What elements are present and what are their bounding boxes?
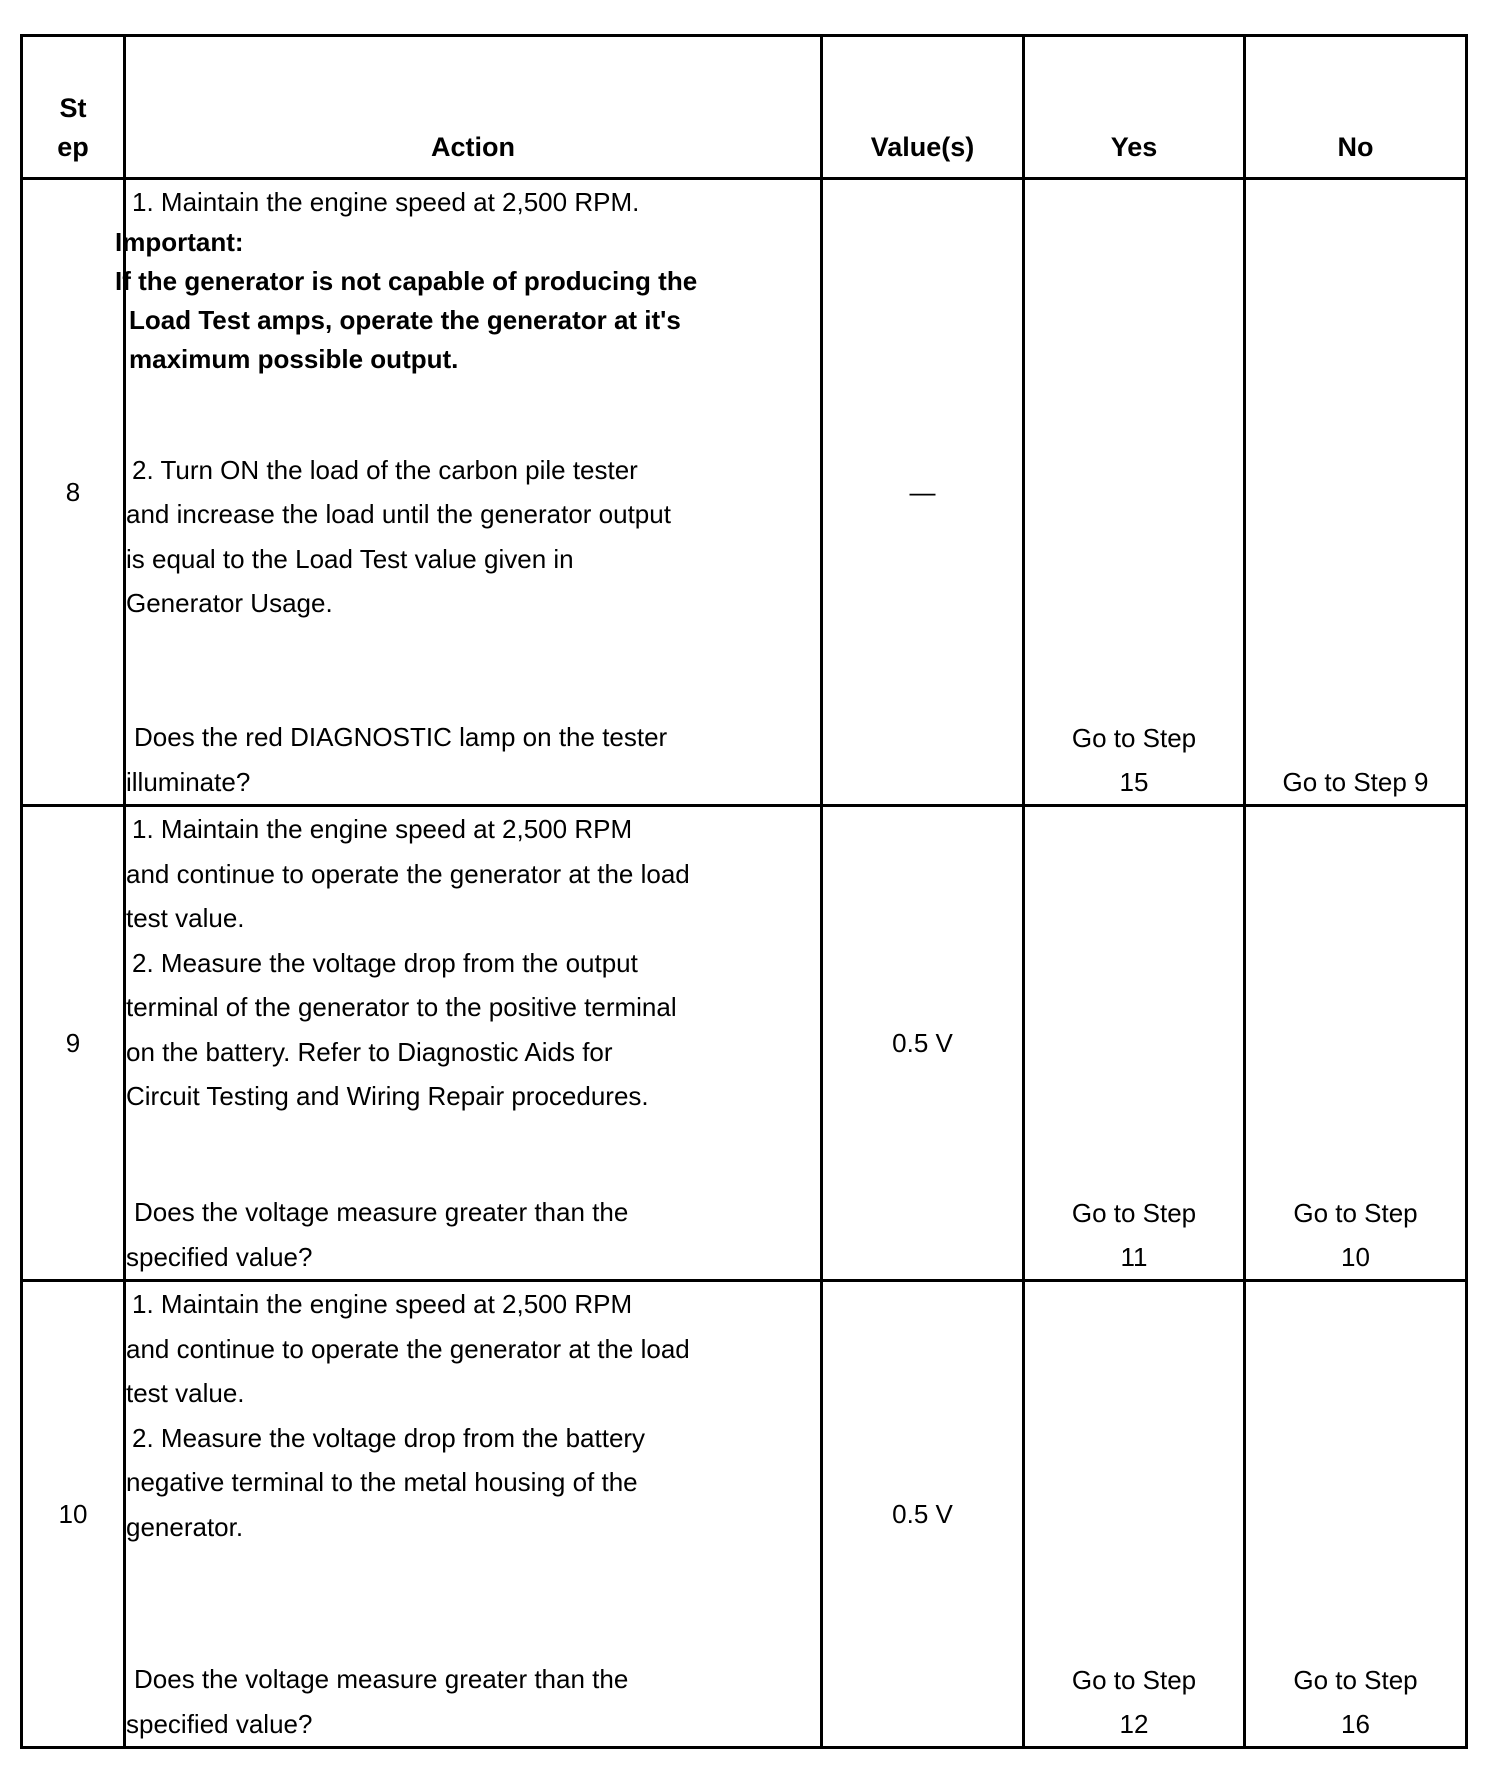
action-line: Circuit Testing and Wiring Repair procedures. — [126, 1081, 649, 1111]
no-result-line: 16 — [1341, 1709, 1370, 1739]
important-text: If the generator is not capable of producing the — [115, 265, 698, 296]
no-result-line: Go to Step — [1293, 1198, 1418, 1228]
action-line: generator. — [126, 1511, 244, 1542]
yes-result-cell — [1024, 1281, 1245, 1748]
value-cell: 0.5 V — [822, 806, 1024, 1281]
no-result-cell — [1245, 1281, 1467, 1748]
value-cell: — — [822, 179, 1024, 806]
value-cell: 0.5 V — [822, 1281, 1024, 1748]
question-line: specified value? — [126, 1708, 313, 1739]
yes-result-line: Go to Step — [1071, 1198, 1197, 1228]
action-column-header: Action — [125, 36, 822, 179]
yes-result-line: Go to Step — [1071, 1665, 1197, 1695]
action-line: 2. Measure the voltage drop from the output — [132, 947, 638, 978]
question-line: Does the voltage measure greater than the — [134, 1197, 629, 1227]
action-line: 2. Measure the voltage drop from the battery — [132, 1422, 646, 1453]
action-question — [126, 1190, 628, 1279]
no-result-cell — [1245, 179, 1467, 806]
table-header-row — [22, 36, 1467, 179]
step-number: 9 — [22, 806, 125, 1281]
action-line: and increase the load until the generator output — [126, 499, 671, 529]
action-line: test value. — [126, 1378, 245, 1408]
action-line: and continue to operate the generator at the load — [126, 1333, 690, 1364]
question-line: illuminate? — [126, 766, 251, 797]
no-result-line: Go to Step — [1293, 1665, 1418, 1695]
table-row-step-9 — [22, 806, 1467, 1281]
yes-result-cell — [1024, 806, 1245, 1281]
step-header-line-1: St — [59, 93, 87, 123]
yes-result-cell — [1024, 179, 1245, 806]
action-line: negative terminal to the metal housing of the — [126, 1467, 638, 1497]
action-line: terminal of the generator to the positive terminal — [126, 992, 677, 1022]
question-line: Does the voltage measure greater than the — [134, 1664, 629, 1694]
question-line: specified value? — [126, 1241, 313, 1272]
no-column-header: No — [1245, 36, 1467, 179]
step-header-line-2: ep — [57, 132, 89, 162]
action-line: 1. Maintain the engine speed at 2,500 RPM. — [132, 187, 640, 217]
no-result-cell — [1245, 806, 1467, 1281]
yes-result-line: 15 — [1119, 767, 1149, 797]
yes-result-line: Go to Step — [1071, 723, 1197, 753]
action-question — [126, 715, 667, 804]
action-cell — [125, 806, 822, 1281]
diagnostic-procedure-sheet — [20, 34, 1465, 1746]
diagnostic-steps-table — [20, 34, 1468, 1749]
action-line: 2. Turn ON the load of the carbon pile tester — [132, 454, 638, 485]
important-text: Load Test amps, operate the generator at it's — [129, 304, 681, 335]
important-note — [115, 223, 820, 379]
action-line: test value. — [126, 903, 245, 933]
action-cell — [115, 179, 822, 806]
action-line: Generator Usage. — [126, 588, 333, 618]
action-line: 1. Maintain the engine speed at 2,500 RPM — [132, 1289, 633, 1319]
yes-result-line: 11 — [1120, 1242, 1148, 1272]
action-line: and continue to operate the generator at the load — [126, 858, 690, 889]
yes-result-line: 12 — [1119, 1709, 1149, 1739]
no-result-line: Go to Step 9 — [1282, 767, 1429, 797]
table-row-step-10 — [22, 1281, 1467, 1748]
table-row-step-8 — [22, 179, 1467, 806]
action-cell — [125, 1281, 822, 1748]
yes-column-header: Yes — [1024, 36, 1245, 179]
action-line: is equal to the Load Test value given in — [126, 543, 574, 574]
important-label: Important: — [115, 226, 244, 257]
step-number: 8 — [22, 179, 125, 806]
question-line: Does the red DIAGNOSTIC lamp on the tester — [134, 722, 668, 752]
step-number: 10 — [22, 1281, 125, 1748]
no-result-line: 10 — [1341, 1242, 1370, 1272]
important-text: maximum possible output. — [129, 343, 459, 374]
action-line: 1. Maintain the engine speed at 2,500 RPM — [132, 814, 633, 844]
step-column-header — [22, 36, 125, 179]
values-column-header: Value(s) — [822, 36, 1024, 179]
action-line: on the battery. Refer to Diagnostic Aids for — [126, 1036, 613, 1067]
action-question — [126, 1657, 628, 1746]
